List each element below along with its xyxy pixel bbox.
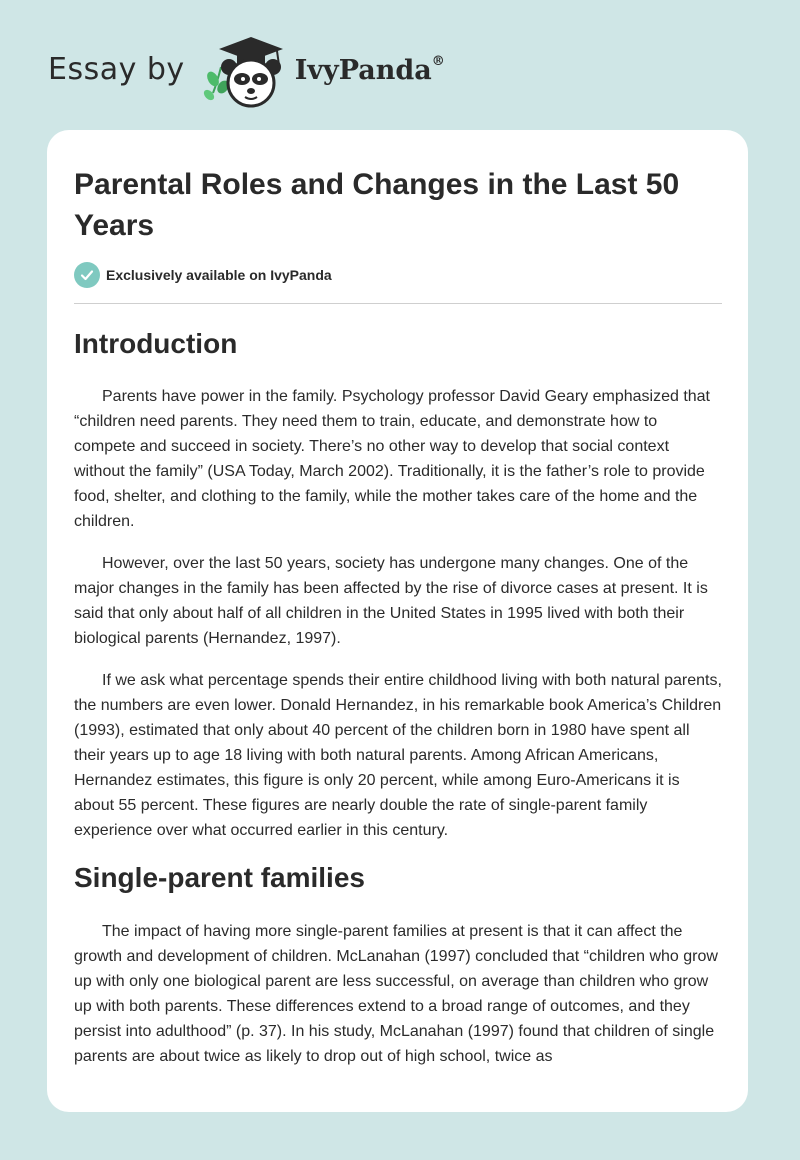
ivypanda-logo-icon[interactable]: [199, 31, 291, 109]
brand-name[interactable]: [294, 53, 445, 86]
badge-label: Exclusively available on IvyPanda: [106, 267, 332, 283]
section-heading-single-parent: Single-parent families: [74, 862, 365, 893]
paragraph: If we ask what percentage spends their entire childhood living with both natural parents, the numbers are even lower. Donald Hernandez, in his remarkable book America’s Children (1993), estimated that only about 40 percent of the children born in 1980 have spent all their years up to age 18 living with both natural parents. Among African Americans, Hernandez estimates, this figure is only 20 percent, while among Euro-Americans it is about 55 percent. These figures are nearly double the rate of single-parent family experience over what occurred earlier in this century.: [74, 672, 722, 839]
brand-text: IvyPanda: [294, 54, 432, 86]
exclusive-badge: [74, 262, 332, 288]
paragraph: The impact of having more single-parent families at present is that it can affect the growth and development of children. McLanahan (1997) concluded that “children who grow up with only one biological parent are less successful, on average than children who grow up with both parents. These differences extend to a broad range of outcomes, and they persist into adulthood” (p. 37). In his study, McLanahan (1997) found that children of single parents are about twice as likely to drop out of high school, twice as: [74, 923, 718, 1065]
essay-card: [47, 130, 748, 1112]
registered-mark: ®: [431, 53, 445, 69]
paragraph: Parents have power in the family. Psychology professor David Geary emphasized that “children need parents. They need them to train, educate, and demonstrate how to compete and succeed in society. There’s no other way to develop that social context without the family” (USA Today, March 2002). Traditionally, it is the father’s role to provide food, shelter, and clothing to the family, while the mother takes care of the home and the children.: [74, 388, 710, 530]
checkmark-icon: [74, 262, 100, 288]
divider: [74, 303, 722, 304]
essay-by-label: Essay by: [48, 52, 185, 87]
page-title: Parental Roles and Changes in the Last 50 Years: [74, 168, 680, 242]
site-header: [48, 30, 445, 110]
paragraph: However, over the last 50 years, society has undergone many changes. One of the major changes in the family has been affected by the rise of divorce cases at present. It is said that only about half of all children in the United States in 1995 lived with both their biological parents (Hernandez, 1997).: [74, 555, 708, 647]
section-heading-introduction: Introduction: [74, 328, 238, 359]
